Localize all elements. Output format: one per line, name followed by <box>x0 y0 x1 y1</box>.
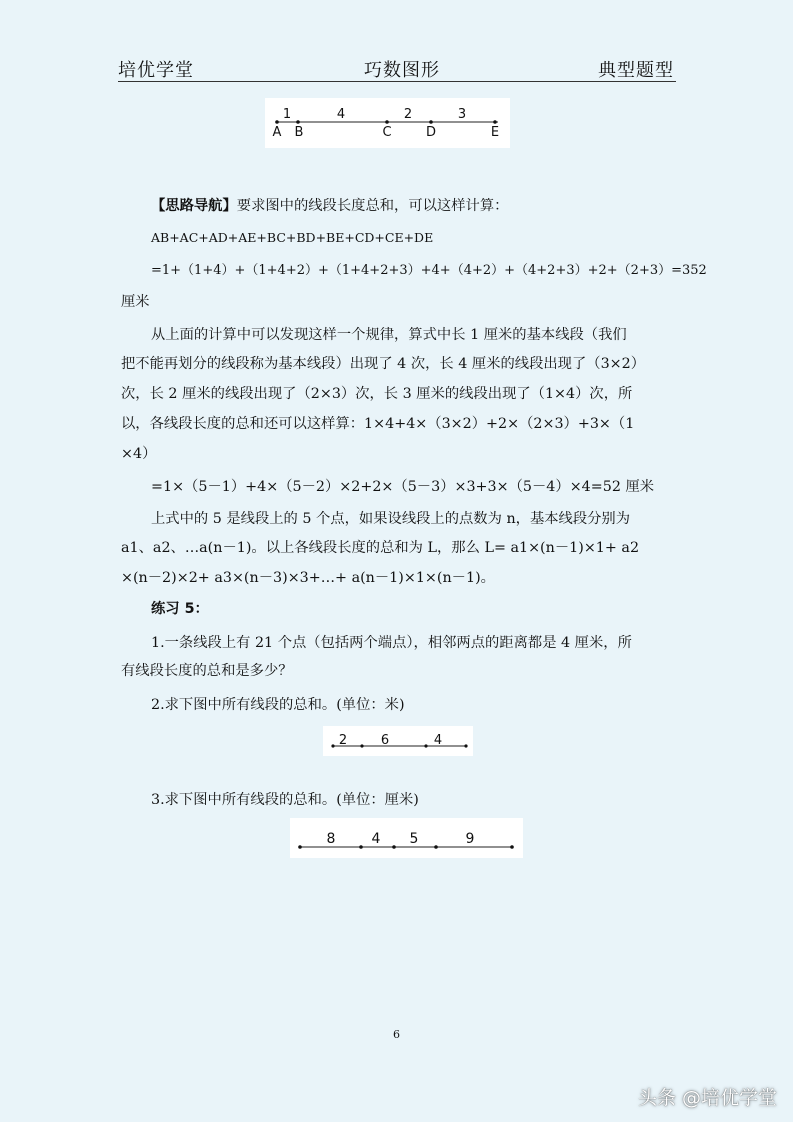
paragraph-line: 次，长 2 厘米的线段出现了（2×3）次，长 3 厘米的线段出现了（1×4）次，所 <box>121 386 633 402</box>
point-label: A <box>272 125 282 140</box>
segment-figure-1 <box>265 98 510 148</box>
segment-label: 2 <box>403 107 413 122</box>
question-3: 3.求下图中所有线段的总和。(单位：厘米) <box>151 792 419 808</box>
header-right: 典型题型 <box>598 60 674 81</box>
point-label: D <box>425 125 437 140</box>
header-left: 培优学堂 <box>118 60 194 81</box>
point-b-dot <box>296 120 300 124</box>
hint-line <box>151 196 711 216</box>
point-dot <box>424 744 427 747</box>
segment-figure-3 <box>290 818 523 858</box>
page-number: 6 <box>393 1028 400 1041</box>
segment-label: 2 <box>338 733 348 748</box>
question-1-cont: 有线段长度的总和是多少？ <box>121 663 293 679</box>
paragraph-line: a1、a2、…a(n－1)。以上各线段长度的总和为 L，那么 L= a1×(n－1)×1+ a2 <box>121 540 640 556</box>
point-dot <box>359 845 363 849</box>
paragraph-line: 上式中的 5 是线段上的 5 个点，如果设线段上的点数为 n，基本线段分别为 <box>151 511 631 527</box>
paragraph-line: ×4） <box>121 446 157 462</box>
formula-line: =1×（5－1）+4×（5－2）×2+2×（5－3）×3+3×（5－4）×4=52 厘米 <box>151 479 655 495</box>
point-dot <box>360 744 363 747</box>
segment-label: 5 <box>409 831 419 847</box>
sum-unit: 厘米 <box>121 294 150 310</box>
segment-label: 8 <box>326 831 336 847</box>
point-dot <box>298 845 302 849</box>
point-dot <box>331 744 334 747</box>
segment-label: 9 <box>465 831 475 847</box>
segment-figure-1-svg <box>265 98 510 148</box>
point-d-dot <box>429 120 433 124</box>
segment-label: 4 <box>371 831 381 847</box>
paragraph-line: 以，各线段长度的总和还可以这样算：1×4+4×（3×2）+2×（2×3）+3×（1 <box>121 416 635 432</box>
segment-label: 4 <box>336 107 346 122</box>
segment-figure-3-svg <box>290 818 523 858</box>
point-e-dot <box>493 120 497 124</box>
segment-label: 4 <box>433 733 443 748</box>
paragraph-line: 从上面的计算中可以发现这样一个规律，算式中长 1 厘米的基本线段（我们 <box>151 327 627 343</box>
question-2: 2.求下图中所有线段的总和。(单位：米) <box>151 697 405 713</box>
point-dot <box>464 744 467 747</box>
segment-label: 6 <box>380 733 390 748</box>
header-divider <box>118 81 676 82</box>
sum-calculation: =1+（1+4）+（1+4+2）+（1+4+2+3）+4+（4+2）+（4+2+3）+2+（2+3）=352 <box>151 263 707 278</box>
point-label: E <box>490 125 500 140</box>
hint-label: 【思路导航】 <box>151 198 237 214</box>
sum-expression: AB+AC+AD+AE+BC+BD+BE+CD+CE+DE <box>151 230 434 245</box>
point-dot <box>510 845 514 849</box>
segment-figure-2-svg <box>323 726 473 756</box>
segment-figure-2 <box>323 726 473 756</box>
hint-text: 要求图中的线段长度总和，可以这样计算： <box>236 198 509 214</box>
point-a-dot <box>275 120 279 124</box>
segment-label: 1 <box>282 107 292 122</box>
segment-label: 3 <box>457 107 467 122</box>
watermark: 头条 @培优学堂 <box>637 1087 777 1109</box>
point-label: B <box>294 125 304 140</box>
practice-title: 练习 5： <box>151 601 209 617</box>
point-c-dot <box>385 120 389 124</box>
paragraph-line: 把不能再划分的线段称为基本线段）出现了 4 次，长 4 厘米的线段出现了（3×2） <box>121 356 646 372</box>
point-dot <box>434 845 438 849</box>
point-label: C <box>382 125 392 140</box>
question-1: 1.一条线段上有 21 个点（包括两个端点），相邻两点的距离都是 4 厘米，所 <box>151 635 632 651</box>
header-center: 巧数图形 <box>364 60 440 81</box>
paragraph-line: ×(n－2)×2+ a3×(n－3)×3+…+ a(n－1)×1×(n－1)。 <box>121 570 495 586</box>
point-dot <box>392 845 396 849</box>
